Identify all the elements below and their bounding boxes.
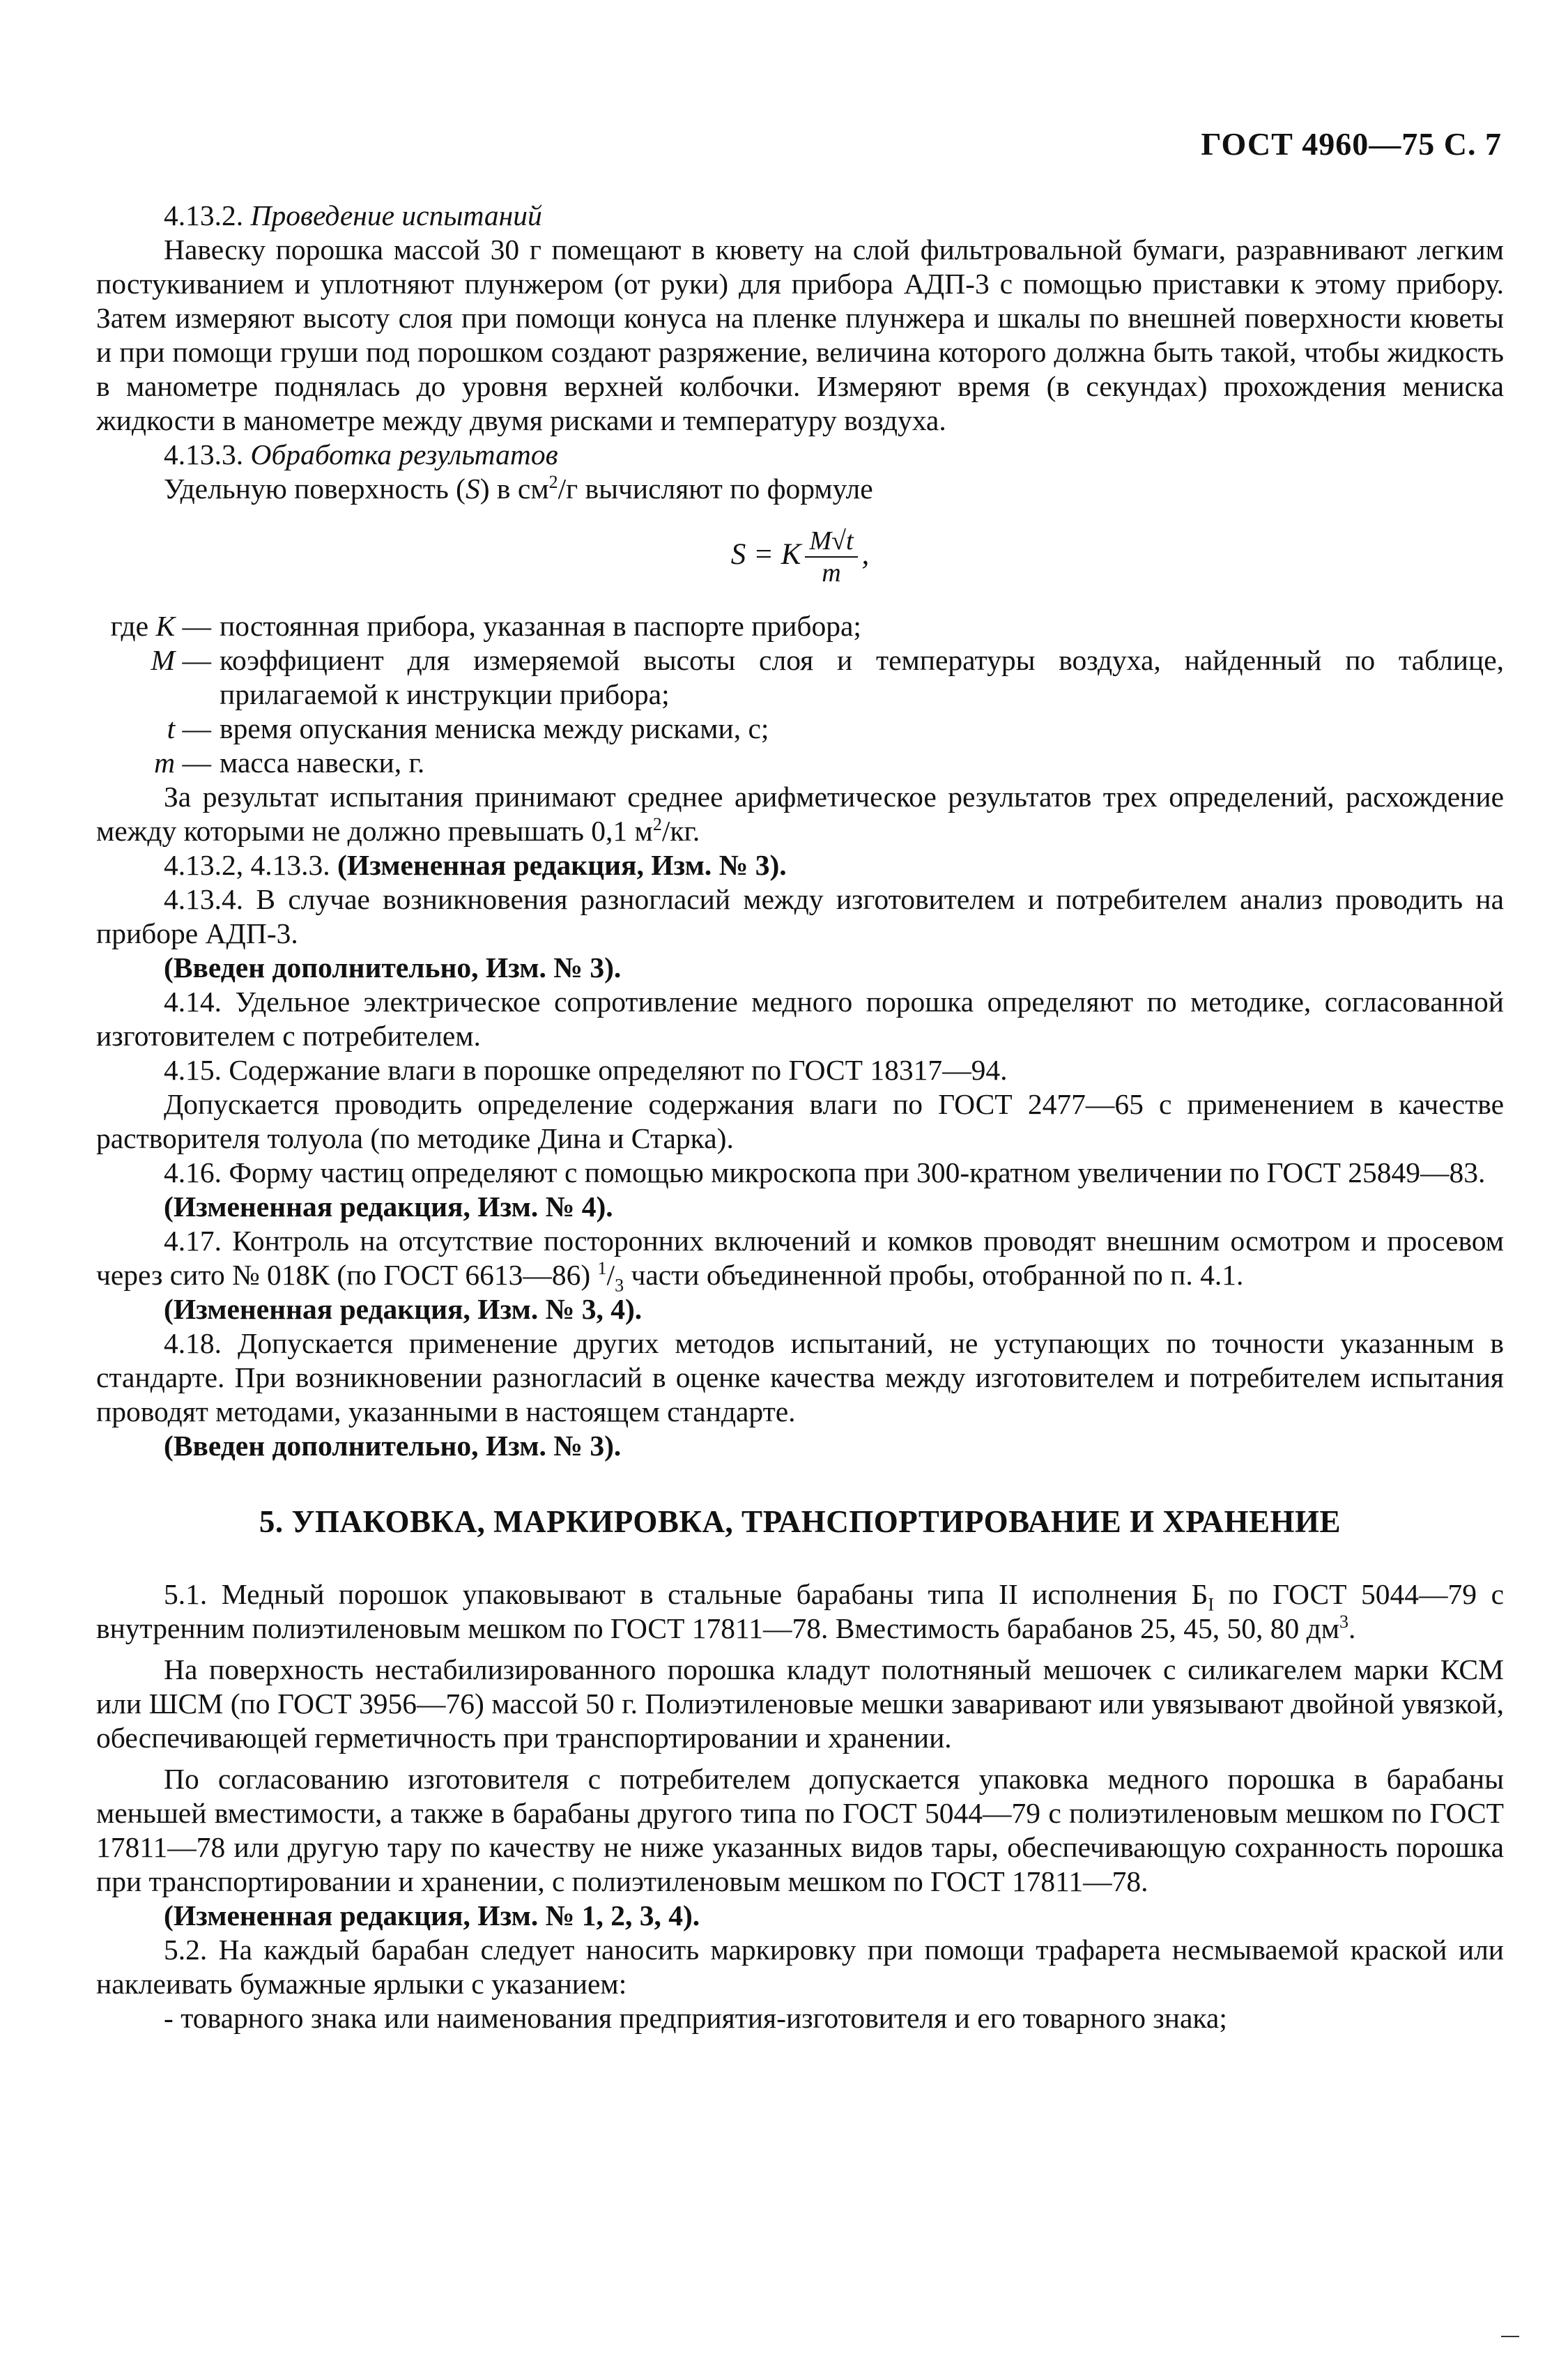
- symbol-s: S: [465, 473, 480, 505]
- formula: [96, 526, 1504, 588]
- symbol: M: [151, 644, 176, 676]
- clause-text: части объединенной пробы, отобранной по п. 4.1.: [624, 1259, 1244, 1291]
- dash: —: [175, 712, 211, 744]
- clause-5-1: [96, 1577, 1504, 1646]
- result-paragraph: [96, 780, 1504, 848]
- edit-note-1: [96, 848, 1504, 882]
- edit-note-2: (Измененная редакция, Изм. № 4).: [164, 1191, 613, 1223]
- subscript: I: [1208, 1594, 1215, 1615]
- formula-denominator: m: [822, 558, 841, 588]
- edit-note-3: (Измененная редакция, Изм. № 3, 4).: [164, 1293, 643, 1325]
- dash: —: [175, 644, 211, 676]
- formula-intro: [96, 472, 1504, 506]
- formula-numerator: M√t: [805, 526, 857, 558]
- clause-number: 4.13.3.: [164, 438, 251, 471]
- section-5-title: 5. УПАКОВКА, МАРКИРОВКА, ТРАНСПОРТИРОВАНИЕ И ХРАНЕНИЕ: [259, 1504, 1342, 1539]
- clause-4-15-paragraph-2: Допускается проводить определение содержания влаги по ГОСТ 2477—65 с применением в качестве растворителя толуола (по методике Дина и Старка).: [96, 1088, 1504, 1154]
- clause-text: 4.17. Контроль на отсутствие посторонних включений и комков проводят внешним осмотром и просевом через сито № 018К (по ГОСТ 6613—86): [96, 1225, 1504, 1291]
- spacer: [96, 1646, 1504, 1653]
- clause-text: по ГОСТ 5044—79 с внутренним полиэтиленовым мешком по ГОСТ 17811—78. Вместимость барабанов 25, 45, 50, 80 дм: [96, 1578, 1504, 1644]
- result-text: /кг.: [661, 815, 700, 847]
- clause-title: Обработка результатов: [250, 438, 558, 471]
- dash: —: [175, 610, 211, 642]
- superscript: 2: [548, 472, 558, 493]
- formula-fraction: [805, 526, 857, 588]
- symbol: t: [167, 712, 176, 744]
- marking-list-item: - товарного знака или наименования предприятия-изготовителя и его товарного знака;: [164, 2002, 1227, 2034]
- clause-4-13-2-heading: [96, 199, 1504, 233]
- clause-text: .: [1348, 1612, 1356, 1644]
- result-text: За результат испытания принимают среднее арифметическое результатов трех определений, расхождение между которыми не должно превышать 0,1 м: [96, 781, 1504, 847]
- superscript: 2: [652, 814, 662, 835]
- page-header: ГОСТ 4960—75 С. 7: [1201, 126, 1502, 162]
- definition-text: постоянная прибора, указанная в паспорте прибора;: [220, 610, 861, 642]
- superscript: 3: [1339, 1612, 1348, 1632]
- clause-4-13-2-text: Навеску порошка массой 30 г помещают в кювету на слой фильтровальной бумаги, разравнивают легким постукиванием и уплотняют плунжером (от руки) для прибора АДП-3 с помощью приставки к этому прибору. Затем измеряют высоту слоя при помощи конуса на пленке плунжера и шкалы по внешней поверхности кюветы и при помощи груши под порошком создают разряжение, величина которого должна быть такой, чтобы жидкость в манометре поднялась до уровня верхней колбочки. Измеряют время (в секундах) прохождения мениска жидкости в манометре между двумя рисками и температуру воздуха.: [96, 234, 1504, 436]
- intro-note-1: (Введен дополнительно, Изм. № 3).: [164, 951, 622, 984]
- definition-symbol: [96, 712, 220, 746]
- edit-note-clauses: 4.13.2, 4.13.3.: [164, 849, 337, 881]
- clause-4-13-4: 4.13.4. В случае возникновения разногласий между изготовителем и потребителем анализ проводить на приборе АДП-3.: [96, 883, 1504, 949]
- clause-title: Проведение испытаний: [250, 199, 542, 231]
- clause-4-16: 4.16. Форму частиц определяют с помощью микроскопа при 300-кратном увеличении по ГОСТ 25849—83.: [164, 1156, 1486, 1188]
- formula-lhs: S = K: [730, 537, 801, 571]
- clause-4-18: 4.18. Допускается применение других методов испытаний, не уступающих по точности указанным в стандарте. При возникновении разногласий в оценке качества между изготовителем и потребителем испытания проводят методами, указанными в настоящем стандарте.: [96, 1327, 1504, 1428]
- fraction-denominator: 3: [615, 1275, 624, 1296]
- formula-tail: ,: [861, 537, 870, 571]
- edit-note-text: (Измененная редакция, Изм. № 3).: [337, 849, 787, 881]
- page-content: [96, 199, 1504, 2035]
- clause-4-17: 4.17. Контроль на отсутствие посторонних включений и комков проводят внешним осмотром и просевом через сито № 018К (по ГОСТ 6613—86) $^1/_3$ части объединенной пробы, отобранной по п. 4.1.: [96, 1225, 1504, 1296]
- clause-4-15: 4.15. Содержание влаги в порошке определяют по ГОСТ 18317—94.: [164, 1054, 1008, 1086]
- formula-intro-text: /г вычисляют по формуле: [558, 473, 873, 505]
- fraction-numerator: 1: [597, 1258, 607, 1279]
- definition-text: коэффициент для измеряемой высоты слоя и температуры воздуха, найденный по таблице, прилагаемой к инструкции прибора;: [220, 644, 1504, 710]
- formula-intro-text: Удельную поверхность (: [164, 473, 466, 505]
- edit-note-4: (Измененная редакция, Изм. № 1, 2, 3, 4).: [164, 1899, 700, 1931]
- clause-4-13-3-heading: [96, 438, 1504, 472]
- scan-corner-mark: [1501, 2336, 1519, 2337]
- symbol: K: [155, 610, 176, 642]
- definition-symbol: [96, 746, 220, 780]
- definition-text: масса навески, г.: [220, 747, 425, 779]
- definition-symbol: [96, 643, 220, 712]
- symbol-definitions: [96, 609, 1504, 780]
- formula-intro-text: ) в см: [479, 473, 549, 505]
- intro-note-2: (Введен дополнительно, Изм. № 3).: [164, 1430, 622, 1462]
- clause-4-14: 4.14. Удельное электрическое сопротивление медного порошка определяют по методике, согласованной изготовителем с потребителем.: [96, 986, 1504, 1052]
- definition-prefix: где: [110, 610, 156, 642]
- clause-5-1-paragraph-2: На поверхность нестабилизированного порошка кладут полотняный мешочек с силикагелем марки КСМ или ШСМ (по ГОСТ 3956—76) массой 50 г. Полиэтиленовые мешки заваривают или увязывают двойной увязкой, обеспечивающей герметичность при транспортировании и хранении.: [96, 1653, 1504, 1754]
- clause-number: 4.13.2.: [164, 199, 251, 231]
- clause-text: 5.1. Медный порошок упаковывают в стальные барабаны типа II исполнения Б: [164, 1578, 1208, 1610]
- clause-5-2: 5.2. На каждый барабан следует наносить маркировку при помощи трафарета несмываемой краской или наклеивать бумажные ярлыки с указанием:: [96, 1934, 1504, 2000]
- clause-5-1-paragraph-3: По согласованию изготовителя с потребителем допускается упаковка медного порошка в барабаны меньшей вместимости, а также в барабаны другого типа по ГОСТ 5044—79 с полиэтиленовым мешком по ГОСТ 17811—78 или другую тару по качеству не ниже указанных видов тары, обеспечивающую сохранность порошка при транспортировании и хранении, с полиэтиленовым мешком по ГОСТ 17811—78.: [96, 1763, 1504, 1897]
- definition-text: время опускания мениска между рисками, с;: [220, 712, 769, 744]
- symbol: m: [154, 747, 176, 779]
- definition-symbol: [96, 609, 220, 643]
- spacer: [96, 1755, 1504, 1762]
- dash: —: [175, 747, 211, 779]
